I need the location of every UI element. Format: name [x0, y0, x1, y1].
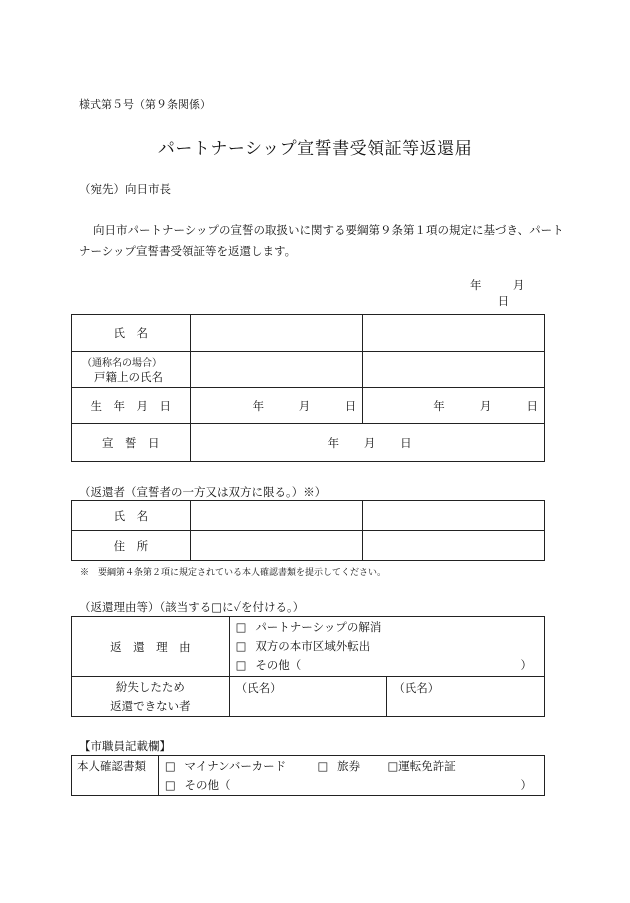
name-paren-label: （氏名）	[393, 681, 440, 695]
lost-name-field-2[interactable]	[387, 677, 545, 717]
birth1-day: 日	[344, 398, 357, 413]
option-license[interactable]: □運転免許証	[387, 758, 456, 773]
registry-name-label-cell	[72, 352, 191, 388]
oath-date-label: 宣 誓 日	[72, 424, 191, 462]
staff-heading: 【市職員記載欄】	[79, 739, 171, 753]
declarant1-name-field[interactable]	[190, 315, 363, 352]
returner1-address-field[interactable]	[190, 531, 363, 561]
birth2-day: 日	[526, 398, 538, 413]
id-document-label: 本人確認書類	[72, 756, 159, 796]
oath-day: 日	[400, 435, 412, 450]
returner1-name-field[interactable]	[190, 501, 363, 531]
declarant1-registry-name-field[interactable]	[190, 352, 363, 388]
option-mynumber: マイナンバーカード	[184, 758, 287, 773]
registry-name-label: 戸籍上の氏名	[94, 370, 163, 384]
birth1-year: 年	[252, 398, 265, 413]
name-label: 氏 名	[72, 315, 191, 352]
returner-heading: （返還者（宣誓者の一方又は双方に限る。）※）	[79, 485, 327, 499]
option-other[interactable]	[230, 656, 544, 675]
birth2-year: 年	[433, 398, 445, 413]
oath-month: 月	[363, 435, 376, 450]
birth2-month: 月	[479, 398, 492, 413]
name-paren-label: （氏名）	[235, 681, 282, 695]
returner-address-label: 住 所	[72, 531, 191, 561]
option-passport: 旅券	[337, 758, 361, 773]
checkbox-icon[interactable]: □	[164, 758, 176, 773]
alias-note: （通称名の場合）	[82, 358, 162, 369]
reason-label: 返 還 理 由	[72, 617, 230, 677]
id-options-row-1	[159, 757, 544, 776]
option-label: その他（	[255, 658, 302, 672]
checkbox-icon[interactable]: □	[317, 758, 329, 773]
id-document-options	[158, 756, 544, 796]
lost-label-2: 返還できない者	[110, 698, 191, 713]
option-label: 双方の本市区域外転出	[255, 639, 371, 653]
date-year: 年	[470, 278, 482, 292]
reason-options	[229, 617, 544, 677]
declarant2-name-field[interactable]	[363, 315, 545, 352]
oath-year: 年	[327, 435, 340, 450]
checkbox-icon[interactable]: □	[235, 639, 247, 653]
date-month: 月	[512, 278, 525, 292]
option-moved-out[interactable]	[230, 637, 544, 656]
checkbox-icon[interactable]: □	[164, 777, 176, 792]
lost-label-cell	[72, 677, 230, 717]
staff-table	[71, 755, 545, 796]
birth1-month: 月	[298, 398, 311, 413]
returner-table	[71, 500, 545, 561]
returner-name-label: 氏 名	[72, 501, 191, 531]
checkbox-icon[interactable]: □	[235, 658, 247, 672]
oath-date-field[interactable]	[190, 424, 544, 462]
id-document-note: ※ 要綱第４条第２項に規定されている本人確認書類を提示してください。	[80, 568, 387, 578]
declarant2-registry-name-field[interactable]	[363, 352, 545, 388]
other-close-paren: ）	[520, 658, 532, 672]
reason-heading: （返還理由等）（該当する□に✓を付ける。）	[79, 600, 305, 614]
lost-label-1: 紛失したため	[115, 679, 185, 694]
reason-table	[71, 616, 545, 717]
declarant2-birthdate-field[interactable]	[363, 388, 545, 424]
birthdate-label: 生 年 月 日	[72, 388, 191, 424]
other-close-paren: ）	[520, 777, 532, 792]
body-paragraph: 向日市パートナーシップの宣誓の取扱いに関する要綱第９条第１項の規定に基づき、パートナーシップ宣誓書受領証等を返還します。	[79, 223, 564, 258]
option-label: パートナーシップの解消	[255, 620, 382, 634]
addressee: （宛先）向日市長	[79, 182, 171, 196]
returner2-address-field[interactable]	[363, 531, 545, 561]
lost-name-field-1[interactable]	[229, 677, 387, 717]
checkbox-icon[interactable]: □	[235, 620, 247, 634]
submission-date	[470, 277, 550, 309]
declarant1-birthdate-field[interactable]	[190, 388, 363, 424]
option-dissolution[interactable]	[230, 618, 544, 637]
id-options-row-2	[159, 776, 544, 795]
option-other: その他（	[184, 777, 231, 792]
declarant-table	[71, 314, 545, 462]
date-day: 日	[497, 294, 510, 308]
form-number: 様式第５号（第９条関係）	[79, 98, 211, 111]
page-title: パートナーシップ宣誓書受領証等返還届	[157, 139, 473, 159]
returner2-name-field[interactable]	[363, 501, 545, 531]
